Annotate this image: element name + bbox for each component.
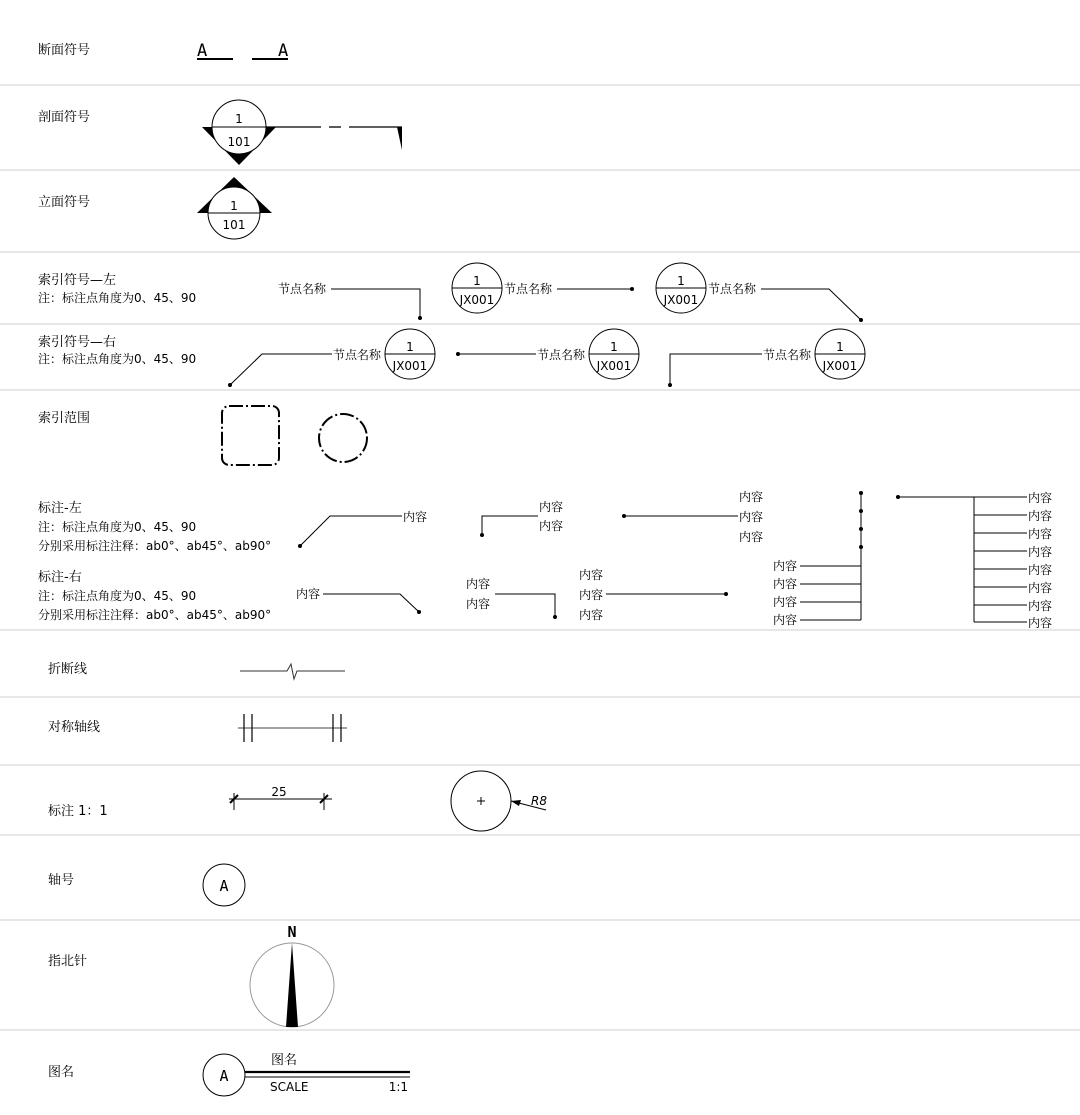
content-4: 内容 bbox=[739, 490, 764, 504]
scale-label: SCALE bbox=[270, 1080, 309, 1094]
content-24: 内容 bbox=[1028, 616, 1053, 630]
index-number-4: 1 bbox=[610, 340, 618, 354]
content-5: 内容 bbox=[739, 510, 764, 524]
axis-number-symbol bbox=[203, 864, 245, 906]
annotation-right-symbols bbox=[296, 567, 728, 622]
label-break-line: 折断线 bbox=[48, 662, 88, 677]
node-name-6: 节点名称 bbox=[763, 348, 812, 362]
label-index-range: 索引范围 bbox=[38, 411, 91, 426]
axis-letter: A bbox=[219, 877, 229, 895]
index-number-2: 1 bbox=[677, 274, 685, 288]
content-23: 内容 bbox=[1028, 599, 1053, 613]
elevation-symbol bbox=[197, 177, 272, 239]
content-11: 内容 bbox=[579, 588, 604, 602]
label-index-right: 索引符号—右 bbox=[38, 335, 117, 350]
node-name-5: 节点名称 bbox=[537, 348, 586, 362]
drawing-title-symbol bbox=[203, 1053, 410, 1096]
index-range-symbols bbox=[222, 406, 367, 465]
elevation-sheet: 101 bbox=[222, 218, 246, 232]
content-14: 内容 bbox=[773, 577, 798, 591]
north-letter: N bbox=[287, 923, 297, 941]
cut-letter-right: A bbox=[278, 41, 289, 61]
index-right-symbols bbox=[228, 329, 865, 387]
note-index-right: 注：标注点角度为0、45、90 bbox=[38, 352, 197, 366]
index-left-symbols bbox=[278, 263, 863, 322]
section-number: 1 bbox=[235, 112, 243, 126]
label-annot-left: 标注-左 bbox=[38, 501, 82, 516]
note-index-left: 注：标注点角度为0、45、90 bbox=[38, 291, 197, 305]
node-name-4: 节点名称 bbox=[333, 348, 382, 362]
content-21: 内容 bbox=[1028, 563, 1053, 577]
label-annot-right: 标注-右 bbox=[38, 570, 82, 585]
content-18: 内容 bbox=[1028, 509, 1053, 523]
multi-leader-right bbox=[896, 490, 1052, 630]
index-sheet-2: JX001 bbox=[663, 293, 699, 307]
index-sheet-3: JX001 bbox=[392, 359, 428, 373]
note2-annot-left: 分别采用标注注释：ab0°、ab45°、ab90° bbox=[38, 539, 272, 553]
label-section-cut: 断面符号 bbox=[38, 43, 91, 58]
content-16: 内容 bbox=[773, 613, 798, 627]
content-2: 内容 bbox=[539, 500, 564, 514]
content-9: 内容 bbox=[466, 597, 491, 611]
content-15: 内容 bbox=[773, 595, 798, 609]
note2-annot-right: 分别采用标注注释：ab0°、ab45°、ab90° bbox=[38, 608, 272, 622]
annotation-left-symbols bbox=[298, 489, 763, 548]
section-sheet: 101 bbox=[227, 135, 251, 149]
index-sheet-4: JX001 bbox=[596, 359, 632, 373]
content-1: 内容 bbox=[403, 510, 428, 524]
label-drawing-name: 图名 bbox=[48, 1065, 75, 1080]
multi-leader-left bbox=[773, 491, 863, 627]
content-12: 内容 bbox=[579, 608, 604, 622]
index-number-3: 1 bbox=[406, 340, 414, 354]
label-symmetry: 对称轴线 bbox=[48, 720, 101, 735]
section-cut-symbol bbox=[197, 41, 288, 61]
content-20: 内容 bbox=[1028, 545, 1053, 559]
node-name-2: 节点名称 bbox=[504, 282, 553, 296]
node-name-3: 节点名称 bbox=[708, 282, 757, 296]
index-sheet-1: JX001 bbox=[459, 293, 495, 307]
label-elevation: 立面符号 bbox=[38, 195, 91, 210]
label-index-left: 索引符号—左 bbox=[38, 273, 117, 288]
note-annot-right: 注：标注点角度为0、45、90 bbox=[38, 589, 197, 603]
content-6: 内容 bbox=[739, 530, 764, 544]
content-7: 内容 bbox=[296, 587, 321, 601]
title-axis-letter: A bbox=[219, 1067, 229, 1085]
content-13: 内容 bbox=[773, 559, 798, 573]
elevation-number: 1 bbox=[230, 199, 238, 213]
node-name-1: 节点名称 bbox=[278, 282, 327, 296]
symmetry-axis-symbol bbox=[238, 714, 347, 742]
title-name: 图名 bbox=[271, 1053, 298, 1068]
content-10: 内容 bbox=[579, 568, 604, 582]
radius-value: R8 bbox=[531, 794, 547, 808]
content-8: 内容 bbox=[466, 577, 491, 591]
label-north: 指北针 bbox=[48, 954, 88, 969]
index-number-5: 1 bbox=[836, 340, 844, 354]
content-22: 内容 bbox=[1028, 581, 1053, 595]
label-dimension: 标注 1：1 bbox=[48, 804, 108, 819]
content-3: 内容 bbox=[539, 519, 564, 533]
note-annot-left: 注：标注点角度为0、45、90 bbox=[38, 520, 197, 534]
break-line-symbol bbox=[240, 664, 345, 679]
content-19: 内容 bbox=[1028, 527, 1053, 541]
dimension-symbol bbox=[229, 785, 332, 810]
row-separators bbox=[0, 85, 1080, 1030]
radius-symbol bbox=[451, 771, 547, 831]
label-axis: 轴号 bbox=[48, 873, 75, 888]
index-number-1: 1 bbox=[473, 274, 481, 288]
cut-letter-left: A bbox=[197, 41, 208, 61]
label-section: 剖面符号 bbox=[38, 110, 91, 125]
scale-value: 1:1 bbox=[388, 1080, 408, 1094]
content-17: 内容 bbox=[1028, 491, 1053, 505]
north-arrow-symbol bbox=[250, 923, 334, 1027]
dimension-value: 25 bbox=[271, 785, 287, 799]
section-symbol bbox=[202, 100, 402, 165]
index-sheet-5: JX001 bbox=[822, 359, 858, 373]
